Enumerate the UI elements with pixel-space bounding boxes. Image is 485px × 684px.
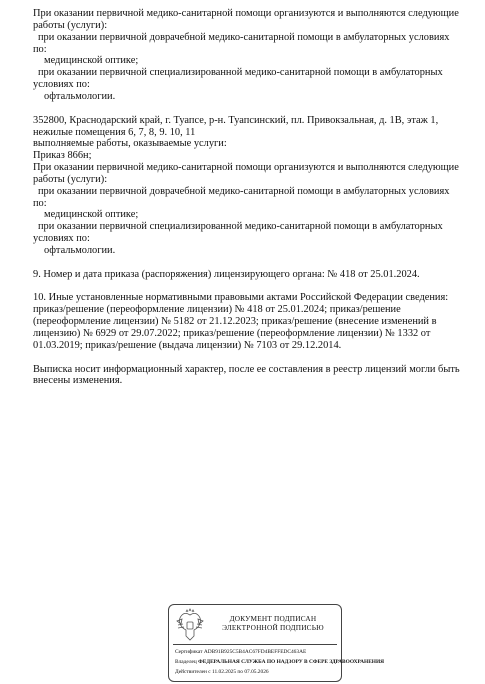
text-line: при оказании первичной доврачебной медико-санитарной помощи в амбулаторных условиях: [38, 185, 450, 197]
text-line: при оказании первичной доврачебной медико-санитарной помощи в амбулаторных условиях: [38, 31, 450, 43]
text-line: лицензию) № 6929 от 29.07.2022; приказ/решение (переоформление лицензии) № 1332 от: [33, 327, 431, 339]
stamp-validity: Действителен с 11.02.2025 по 07.05.2026: [175, 669, 269, 675]
electronic-signature-stamp: [168, 604, 385, 682]
text-line: При оказании первичной медико-санитарной помощи организуются и выполняются следующие: [33, 8, 459, 19]
text-line: работы (услуги):: [33, 19, 108, 31]
text-line: медицинской оптике;: [44, 55, 139, 67]
stamp-divider: [173, 644, 337, 645]
text-line: 10. Иные установленные нормативными правовыми актами Российской Федерации сведения:: [33, 292, 449, 304]
text-line: медицинской оптике;: [44, 209, 139, 221]
text-line: условиях по:: [33, 233, 90, 245]
text-line: Приказ 866н;: [33, 150, 92, 162]
text-line: при оказании первичной специализированной медико-санитарной помощи в амбулаторных: [38, 67, 443, 79]
text-line: 01.03.2019; приказ/решение (выдача лицензии) № 7103 от 29.12.2014.: [33, 339, 342, 351]
text-line: 9. Номер и дата приказа (распоряжения) лицензирующего органа: № 418 от 25.01.2024.: [33, 268, 420, 280]
stamp-owner: [175, 659, 385, 666]
stamp-owner-value: ФЕДЕРАЛЬНАЯ СЛУЖБА ПО НАДЗОРУ В СФЕРЕ ЗДРАВООХРАНЕНИЯ: [198, 659, 385, 665]
text-line: Выписка носит информационный характер, после ее составления в реестр лицензий могли быть: [33, 363, 460, 375]
stamp-title-line1: ДОКУМЕНТ ПОДПИСАН: [229, 614, 317, 623]
stamp-certificate-label: Сертификат: [175, 649, 203, 655]
stamp-certificate-value: ADB91B925C5B4AC67FD4BEFFEDC463AE: [203, 649, 307, 655]
text-line: условиях по:: [33, 79, 90, 91]
text-line: работы (услуги):: [33, 173, 108, 185]
text-line: офтальмологии.: [44, 245, 116, 256]
stamp-title-line2: ЭЛЕКТРОННОЙ ПОДПИСЬЮ: [222, 623, 324, 632]
stamp-owner-label: Владелец: [175, 659, 197, 665]
text-line: (переоформление лицензии) № 5182 от 21.12.2023; приказ/решение (внесение изменений в: [33, 316, 437, 328]
stamp-certificate: [175, 649, 339, 656]
text-line: по:: [33, 197, 47, 209]
coat-of-arms-icon: [175, 609, 205, 643]
text-line: нежилые помещения 6, 7, 8, 9. 10, 11: [33, 126, 196, 138]
text-line: При оказании первичной медико-санитарной помощи организуются и выполняются следующие: [33, 162, 459, 174]
text-line: при оказании первичной специализированной медико-санитарной помощи в амбулаторных: [38, 221, 443, 233]
text-line: внесены изменения.: [33, 375, 123, 387]
text-line: по:: [33, 43, 47, 55]
text-line: офтальмологии.: [44, 90, 116, 102]
text-line: приказ/решение (переоформление лицензии) № 418 от 25.01.2024; приказ/решение: [33, 304, 401, 316]
text-line: выполняемые работы, оказываемые услуги:: [33, 138, 227, 150]
text-line: 352800, Краснодарский край, г. Туапсе, р-н. Туапсинский, пл. Привокзальная, д. 1В, этаж 1,: [33, 114, 439, 126]
